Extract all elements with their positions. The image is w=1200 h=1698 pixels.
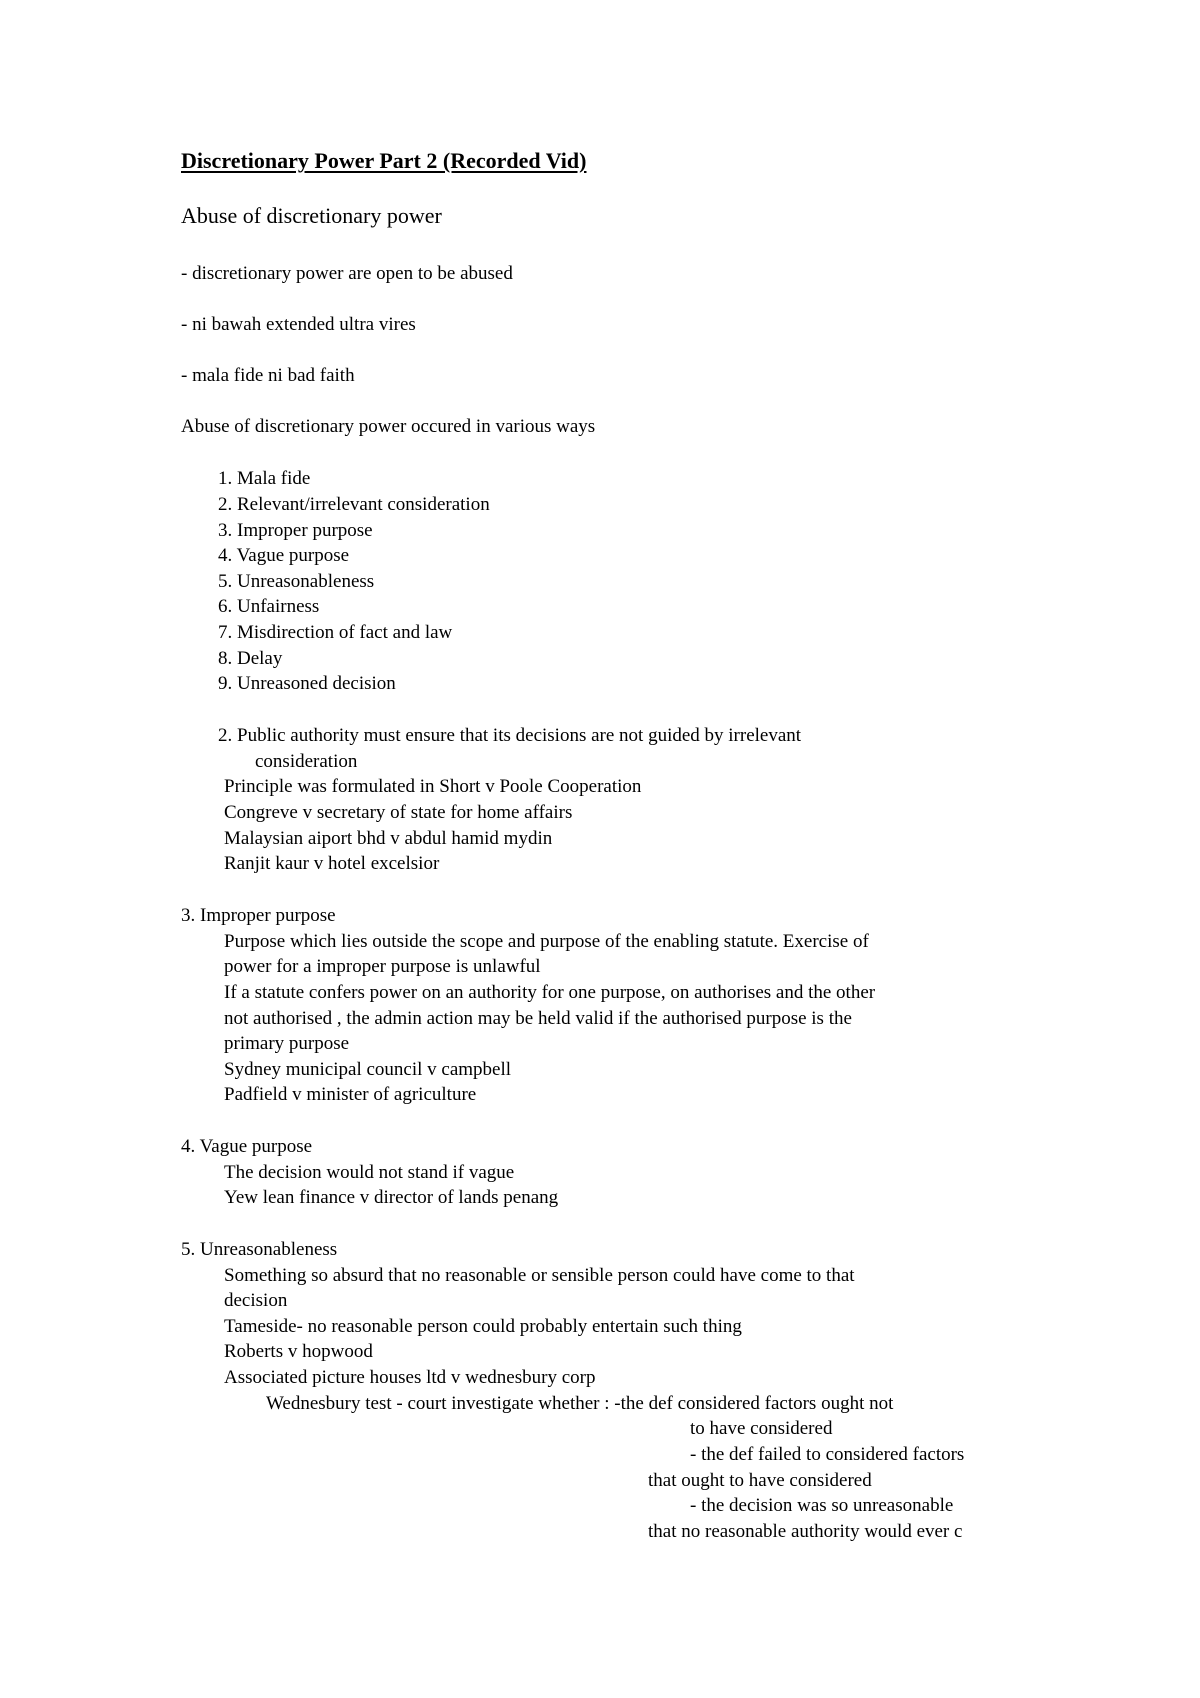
ways-list-item: 6. Unfairness bbox=[218, 596, 320, 617]
section-3-line: Purpose which lies outside the scope and purpose of the enabling statute. Exercise of bbox=[224, 931, 869, 952]
document-title: Discretionary Power Part 2 (Recorded Vid) bbox=[181, 148, 587, 173]
ways-list-item: 4. Vague purpose bbox=[218, 545, 350, 566]
section-3-heading: 3. Improper purpose bbox=[181, 905, 336, 926]
section-2-heading-continued: consideration bbox=[255, 751, 358, 772]
section-5-line: Roberts v hopwood bbox=[224, 1341, 373, 1362]
wednesbury-test-continuation: that ought to have considered bbox=[648, 1470, 872, 1491]
section-3-line: Padfield v minister of agriculture bbox=[224, 1084, 477, 1105]
ways-list-item: 9. Unreasoned decision bbox=[218, 673, 396, 694]
section-3-line: power for a improper purpose is unlawful bbox=[224, 956, 541, 977]
section-5-line: Something so absurd that no reasonable or sensible person could have come to that bbox=[224, 1265, 855, 1286]
wednesbury-test-line: Wednesbury test - court investigate whether : -the def considered factors ought not bbox=[266, 1393, 894, 1414]
section-4-heading: 4. Vague purpose bbox=[181, 1136, 313, 1157]
document-subtitle: Abuse of discretionary power bbox=[181, 203, 442, 228]
ways-list-item: 8. Delay bbox=[218, 648, 283, 669]
intro-point: - discretionary power are open to be abused bbox=[181, 263, 513, 284]
section-3-line: If a statute confers power on an authority for one purpose, on authorises and the other bbox=[224, 982, 876, 1003]
ways-heading: Abuse of discretionary power occured in various ways bbox=[181, 416, 596, 437]
section-4-line: The decision would not stand if vague bbox=[224, 1162, 515, 1183]
section-3-line: Sydney municipal council v campbell bbox=[224, 1059, 512, 1080]
wednesbury-test-continuation: - the def failed to considered factors bbox=[690, 1444, 965, 1465]
section-4-line: Yew lean finance v director of lands penang bbox=[224, 1187, 559, 1208]
ways-list-item: 3. Improper purpose bbox=[218, 520, 373, 541]
section-2-line: Congreve v secretary of state for home affairs bbox=[224, 802, 573, 823]
section-2-heading: 2. Public authority must ensure that its decisions are not guided by irrelevant bbox=[218, 725, 802, 746]
ways-list-item: 1. Mala fide bbox=[218, 468, 311, 489]
section-5-heading: 5. Unreasonableness bbox=[181, 1239, 338, 1260]
wednesbury-test-continuation: to have considered bbox=[690, 1418, 833, 1439]
section-3-line: primary purpose bbox=[224, 1033, 350, 1054]
intro-point: - mala fide ni bad faith bbox=[181, 365, 355, 386]
section-2-line: Malaysian aiport bhd v abdul hamid mydin bbox=[224, 828, 553, 849]
intro-point: - ni bawah extended ultra vires bbox=[181, 314, 416, 335]
section-5-line: Associated picture houses ltd v wednesbury corp bbox=[224, 1367, 596, 1388]
wednesbury-test-continuation: that no reasonable authority would ever c bbox=[648, 1521, 963, 1542]
section-2-line: Principle was formulated in Short v Poole Cooperation bbox=[224, 776, 642, 797]
section-2-line: Ranjit kaur v hotel excelsior bbox=[224, 853, 440, 874]
section-3-line: not authorised , the admin action may be held valid if the authorised purpose is the bbox=[224, 1008, 852, 1029]
section-5-line: Tameside- no reasonable person could probably entertain such thing bbox=[224, 1316, 742, 1337]
section-5-line: decision bbox=[224, 1290, 288, 1311]
ways-list-item: 7. Misdirection of fact and law bbox=[218, 622, 453, 643]
ways-list-item: 5. Unreasonableness bbox=[218, 571, 375, 592]
wednesbury-test-continuation: - the decision was so unreasonable bbox=[690, 1495, 954, 1516]
ways-list-item: 2. Relevant/irrelevant consideration bbox=[218, 494, 490, 515]
